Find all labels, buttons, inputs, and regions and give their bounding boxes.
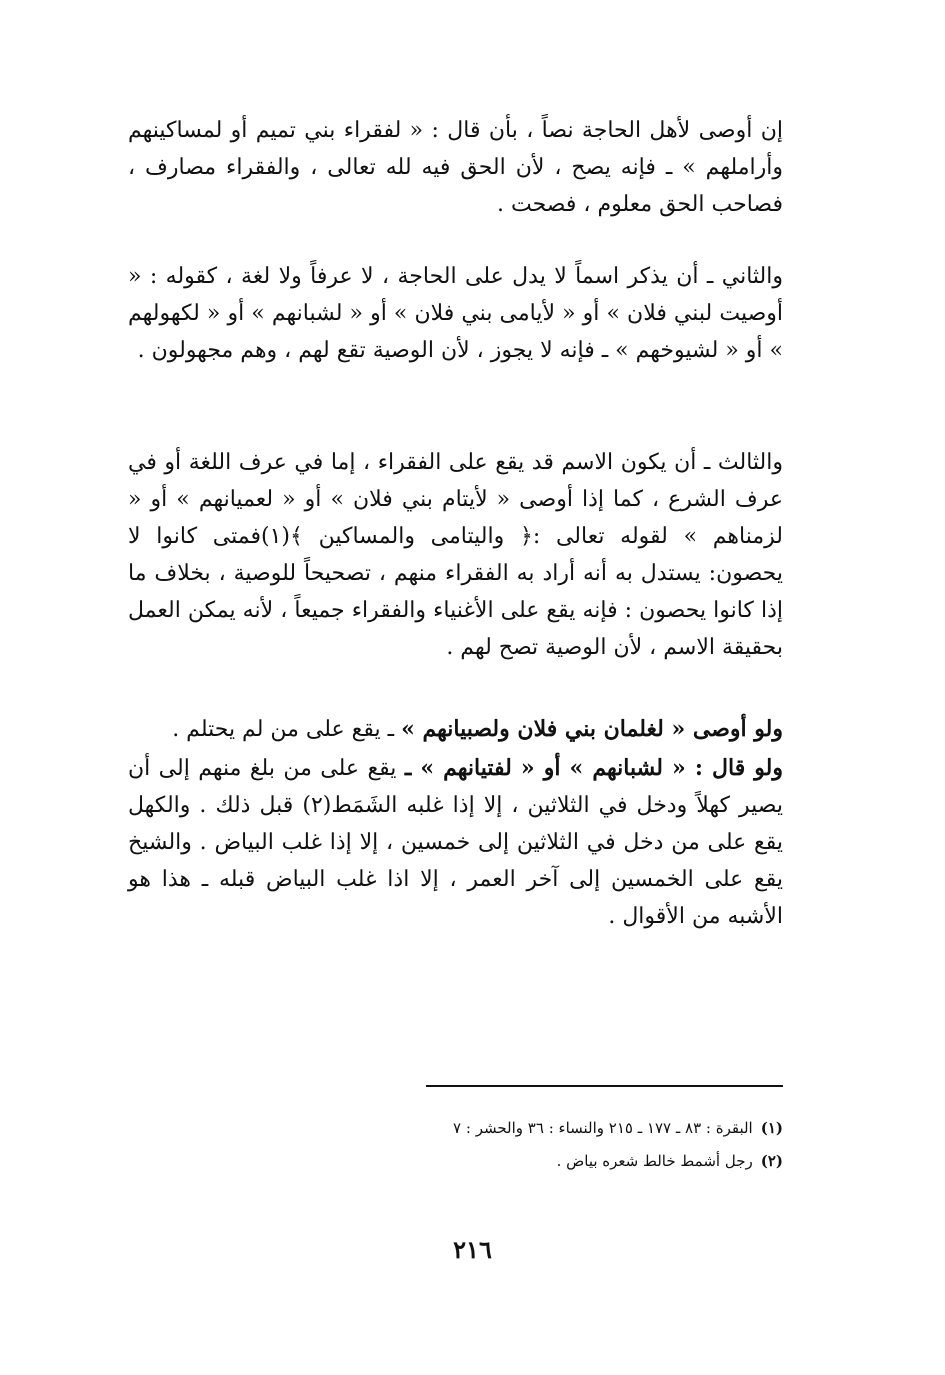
paragraph-young-men-bequest xyxy=(128,750,783,935)
footnote-marker: (١) xyxy=(760,1119,783,1137)
paragraph-first-case xyxy=(128,112,783,223)
paragraph-text: والثالث ـ أن يكون الاسم قد يقع على الفقراء ، إما في عرف اللغة أو في عرف الشرع ، كما إذا أوصى « لأيتام بني فلان » أو « لعميانهم » أو « لزمناهم » لقوله تعالى :﴿ واليتامى والمساكين ﴾(١)فمتى كانوا لا يحصون: يستدل به أنه أراد به الفقراء منهم ، تصحيحاً للوصية ، بخلاف ما إذا كانوا يحصون : فإنه يقع على الأغنياء والفقراء جميعاً ، لأنه يمكن العمل بحقيقة الاسم ، لأن الوصية تصح لهم . xyxy=(128,450,783,660)
footnote-marker: (٢) xyxy=(760,1152,783,1170)
paragraph-lead-bold: ولو أوصى « لغلمان بني فلان ولصبيانهم » xyxy=(401,716,783,742)
footnote-1 xyxy=(300,1112,783,1145)
paragraph-second-case xyxy=(128,258,783,369)
footnote-text: رجل أشمط خالط شعره بياض . xyxy=(556,1152,753,1170)
footnote-text: البقرة : ٨٣ ـ ١٧٧ ـ ٢١٥ والنساء : ٣٦ والحشر : ٧ xyxy=(453,1119,753,1137)
paragraph-text: إن أوصى لأهل الحاجة نصاً ، بأن قال : « لفقراء بني تميم أو لمساكينهم وأراملهم » ـ فإنه يصح ، لأن الحق فيه لله تعالى ، والفقراء مصارف ، فصاحب الحق معلوم ، فصحت . xyxy=(128,118,783,217)
paragraph-text: والثاني ـ أن يذكر اسماً لا يدل على الحاجة ، لا عرفاً ولا لغة ، كقوله : « أوصيت لبني فلان » أو « لأيامى بني فلان » أو « لشبانهم » أو « لكهولهم » أو « لشيوخهم » ـ فإنه لا يجوز ، لأن الوصية تقع لهم ، وهم مجهولون . xyxy=(128,264,783,363)
paragraph-text: ـ يقع على من لم يحتلم . xyxy=(172,717,402,742)
paragraph-third-case xyxy=(128,444,783,666)
page-number: ٢١٦ xyxy=(453,1235,492,1264)
footnote-2 xyxy=(300,1145,783,1178)
paragraph-text: يقع على من بلغ منهم إلى أن يصير كهلاً ودخل في الثلاثين ، إلا إذا غلبه الشَمَط(٢) قبل ذلك . والكهل يقع على من دخل في الثلاثين إلى خمسين ، إلا إذا غلب البياض . والشيخ يقع على الخمسين إلى آخر العمر ، إلا اذا غلب البياض قبله ـ هذا هو الأشبه من الأقوال . xyxy=(128,756,783,929)
footnote-divider xyxy=(426,1085,783,1087)
paragraph-youths-bequest xyxy=(128,711,783,748)
paragraph-lead-bold: ولو قال : « لشبانهم » أو « لفتيانهم » ـ xyxy=(404,755,783,781)
footnotes xyxy=(300,1112,783,1178)
